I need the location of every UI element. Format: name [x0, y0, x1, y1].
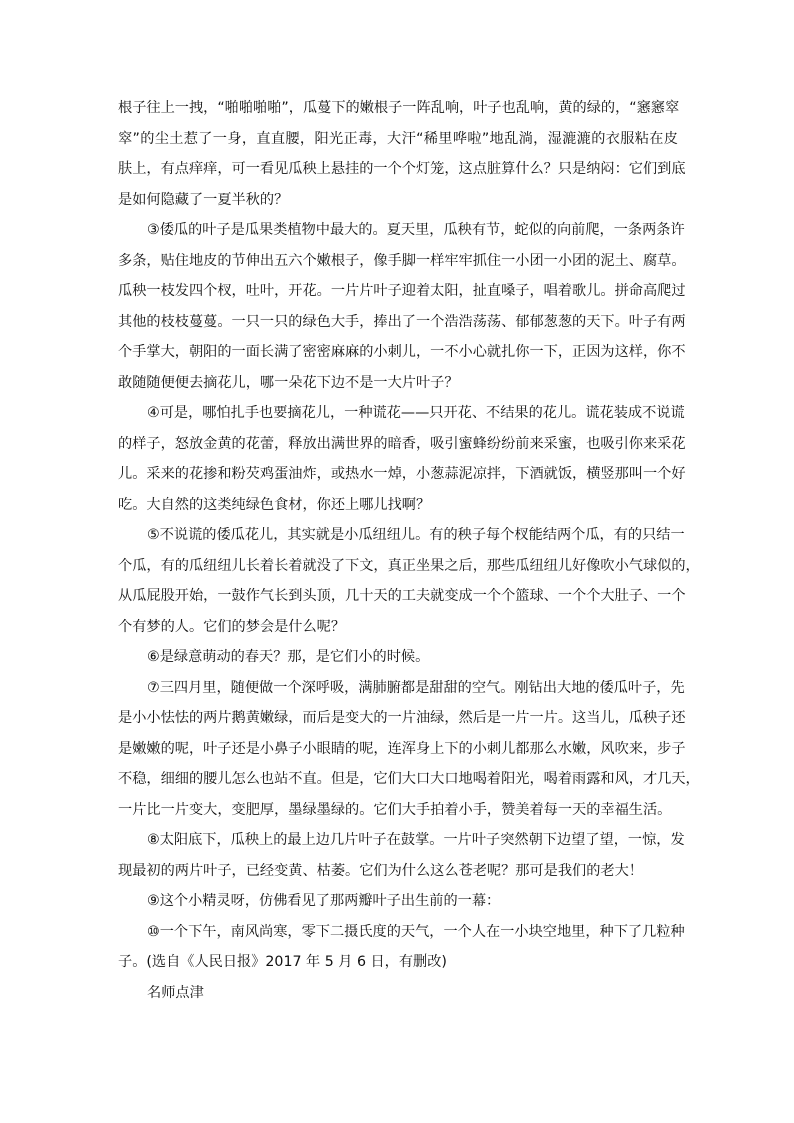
paragraph-first-line: ⑩一个下午，南风尚寒，零下二摄氏度的天气，一个人在一小块空地里，种下了几粒种: [147, 923, 685, 940]
paragraph-first-line: ⑦三四月里，随便做一个深呼吸，满肺腑都是甜甜的空气。刚钻出大地的倭瓜叶子，先: [147, 679, 685, 696]
text-line: 是嫩嫩的呢，叶子还是小鼻子小眼睛的呢，连浑身上下的小刺儿都那么水嫩，风吹来，步子: [118, 740, 686, 757]
paragraph-first-line: 名师点津: [147, 984, 204, 1001]
text-line: 是如何隐藏了一夏半秋的？: [118, 191, 289, 208]
text-line: 个手掌大，朝阳的一面长满了密密麻麻的小刺儿，一不小心就扎你一下，正因为这样，你不: [118, 344, 686, 360]
text-line: 儿。采来的花掺和粉芡鸡蛋油炸，或热水一焯，小葱蒜泥凉拌，下酒就饭，横竖那叫一个好: [118, 466, 686, 482]
text-line: 个瓜，有的瓜纽纽儿长着长着就没了下文，真正坐果之后，那些瓜纽纽儿好像吹小气球似的，: [118, 557, 700, 574]
paragraph-first-line: ⑤不说谎的倭瓜花儿，其实就是小瓜纽纽儿。有的秧子每个杈能结两个瓜，有的只结一: [147, 527, 685, 543]
text-line: 瓜秧一枝发四个杈，吐叶，开花。一片片叶子迎着太阳，扯直嗓子，唱着歌儿。拼命高爬过: [118, 283, 686, 299]
text-line: 现最初的两片叶子，已经变黄、枯萎。它们为什么这么苍老呢？那可是我们的老大！: [118, 862, 643, 879]
text-line: 窣”的尘土惹了一身，直直腰，阳光正毒，大汗“稀里哗啦”地乱淌，湿漉漉的衣服粘在皮: [118, 130, 678, 147]
text-line: 的样子，怒放金黄的花蕾，释放出满世界的暗香，吸引蜜蜂纷纷前来采蜜，也吸引你来采花: [118, 435, 686, 452]
text-line: 其他的枝枝蔓蔓。一只一只的绿色大手，捧出了一个浩浩荡荡、郁郁葱葱的天下。叶子有两: [118, 313, 686, 330]
text-line: 吃。大自然的这类纯绿色食材，你还上哪儿找啊？: [118, 496, 431, 513]
text-line: 不稳，细细的腰儿怎么也站不直。但是，它们大口大口地喝着阳光，喝着雨露和风，才几天，: [118, 771, 700, 787]
text-line: 根子往上一拽，“啪啪啪啪”，瓜蔓下的嫩根子一阵乱响，叶子也乱响，黄的绿的，“窸窸窣: [118, 100, 680, 116]
paragraph-first-line: ⑥是绿意萌动的春天？那，是它们小的时候。: [147, 649, 430, 665]
paragraph-first-line: ③倭瓜的叶子是瓜果类植物中最大的。夏天里，瓜秧有节，蛇似的向前爬，一条两条许: [147, 222, 685, 238]
text-line: 一片比一片变大，变肥厚，墨绿墨绿的。它们大手拍着小手，赞美着每一天的幸福生活。: [118, 801, 672, 818]
article-body: [118, 93, 700, 1008]
text-line: 肤上，有点痒痒，可一看见瓜秧上悬挂的一个个灯笼，这点脏算什么？只是纳闷：它们到底: [118, 161, 686, 177]
text-line: 多条，贴住地皮的节伸出五六个嫩根子，像手脚一样牢牢抓住一小团一小团的泥土、腐草。: [118, 252, 686, 269]
text-line: 从瓜屁股开始，一鼓作气长到头顶，几十天的工夫就变成一个个篮球、一个个大肚子、一个: [118, 588, 686, 604]
text-line: 是小小怯怯的两片鹅黄嫩绿，而后是变大的一片油绿，然后是一片一片。这当儿，瓜秧子还: [118, 710, 686, 726]
text-line: 敢随随便便去摘花儿，哪一朵花下边不是一大片叶子？: [118, 374, 459, 391]
paragraph-first-line: ⑨这个小精灵呀，仿佛看见了那两瓣叶子出生前的一幕：: [147, 893, 501, 909]
paragraph-first-line: ④可是，哪怕扎手也要摘花儿，一种谎花——只开花、不结果的花儿。谎花装成不说谎: [147, 405, 685, 421]
text-line: 子。(选自《人民日报》2017 年 5 月 6 日，有删改): [118, 954, 447, 970]
paragraph-first-line: ⑧太阳底下，瓜秧上的最上边几片叶子在鼓掌。一片叶子突然朝下边望了望，一惊，发: [147, 832, 685, 848]
text-line: 个有梦的人。它们的梦会是什么呢？: [118, 618, 346, 635]
